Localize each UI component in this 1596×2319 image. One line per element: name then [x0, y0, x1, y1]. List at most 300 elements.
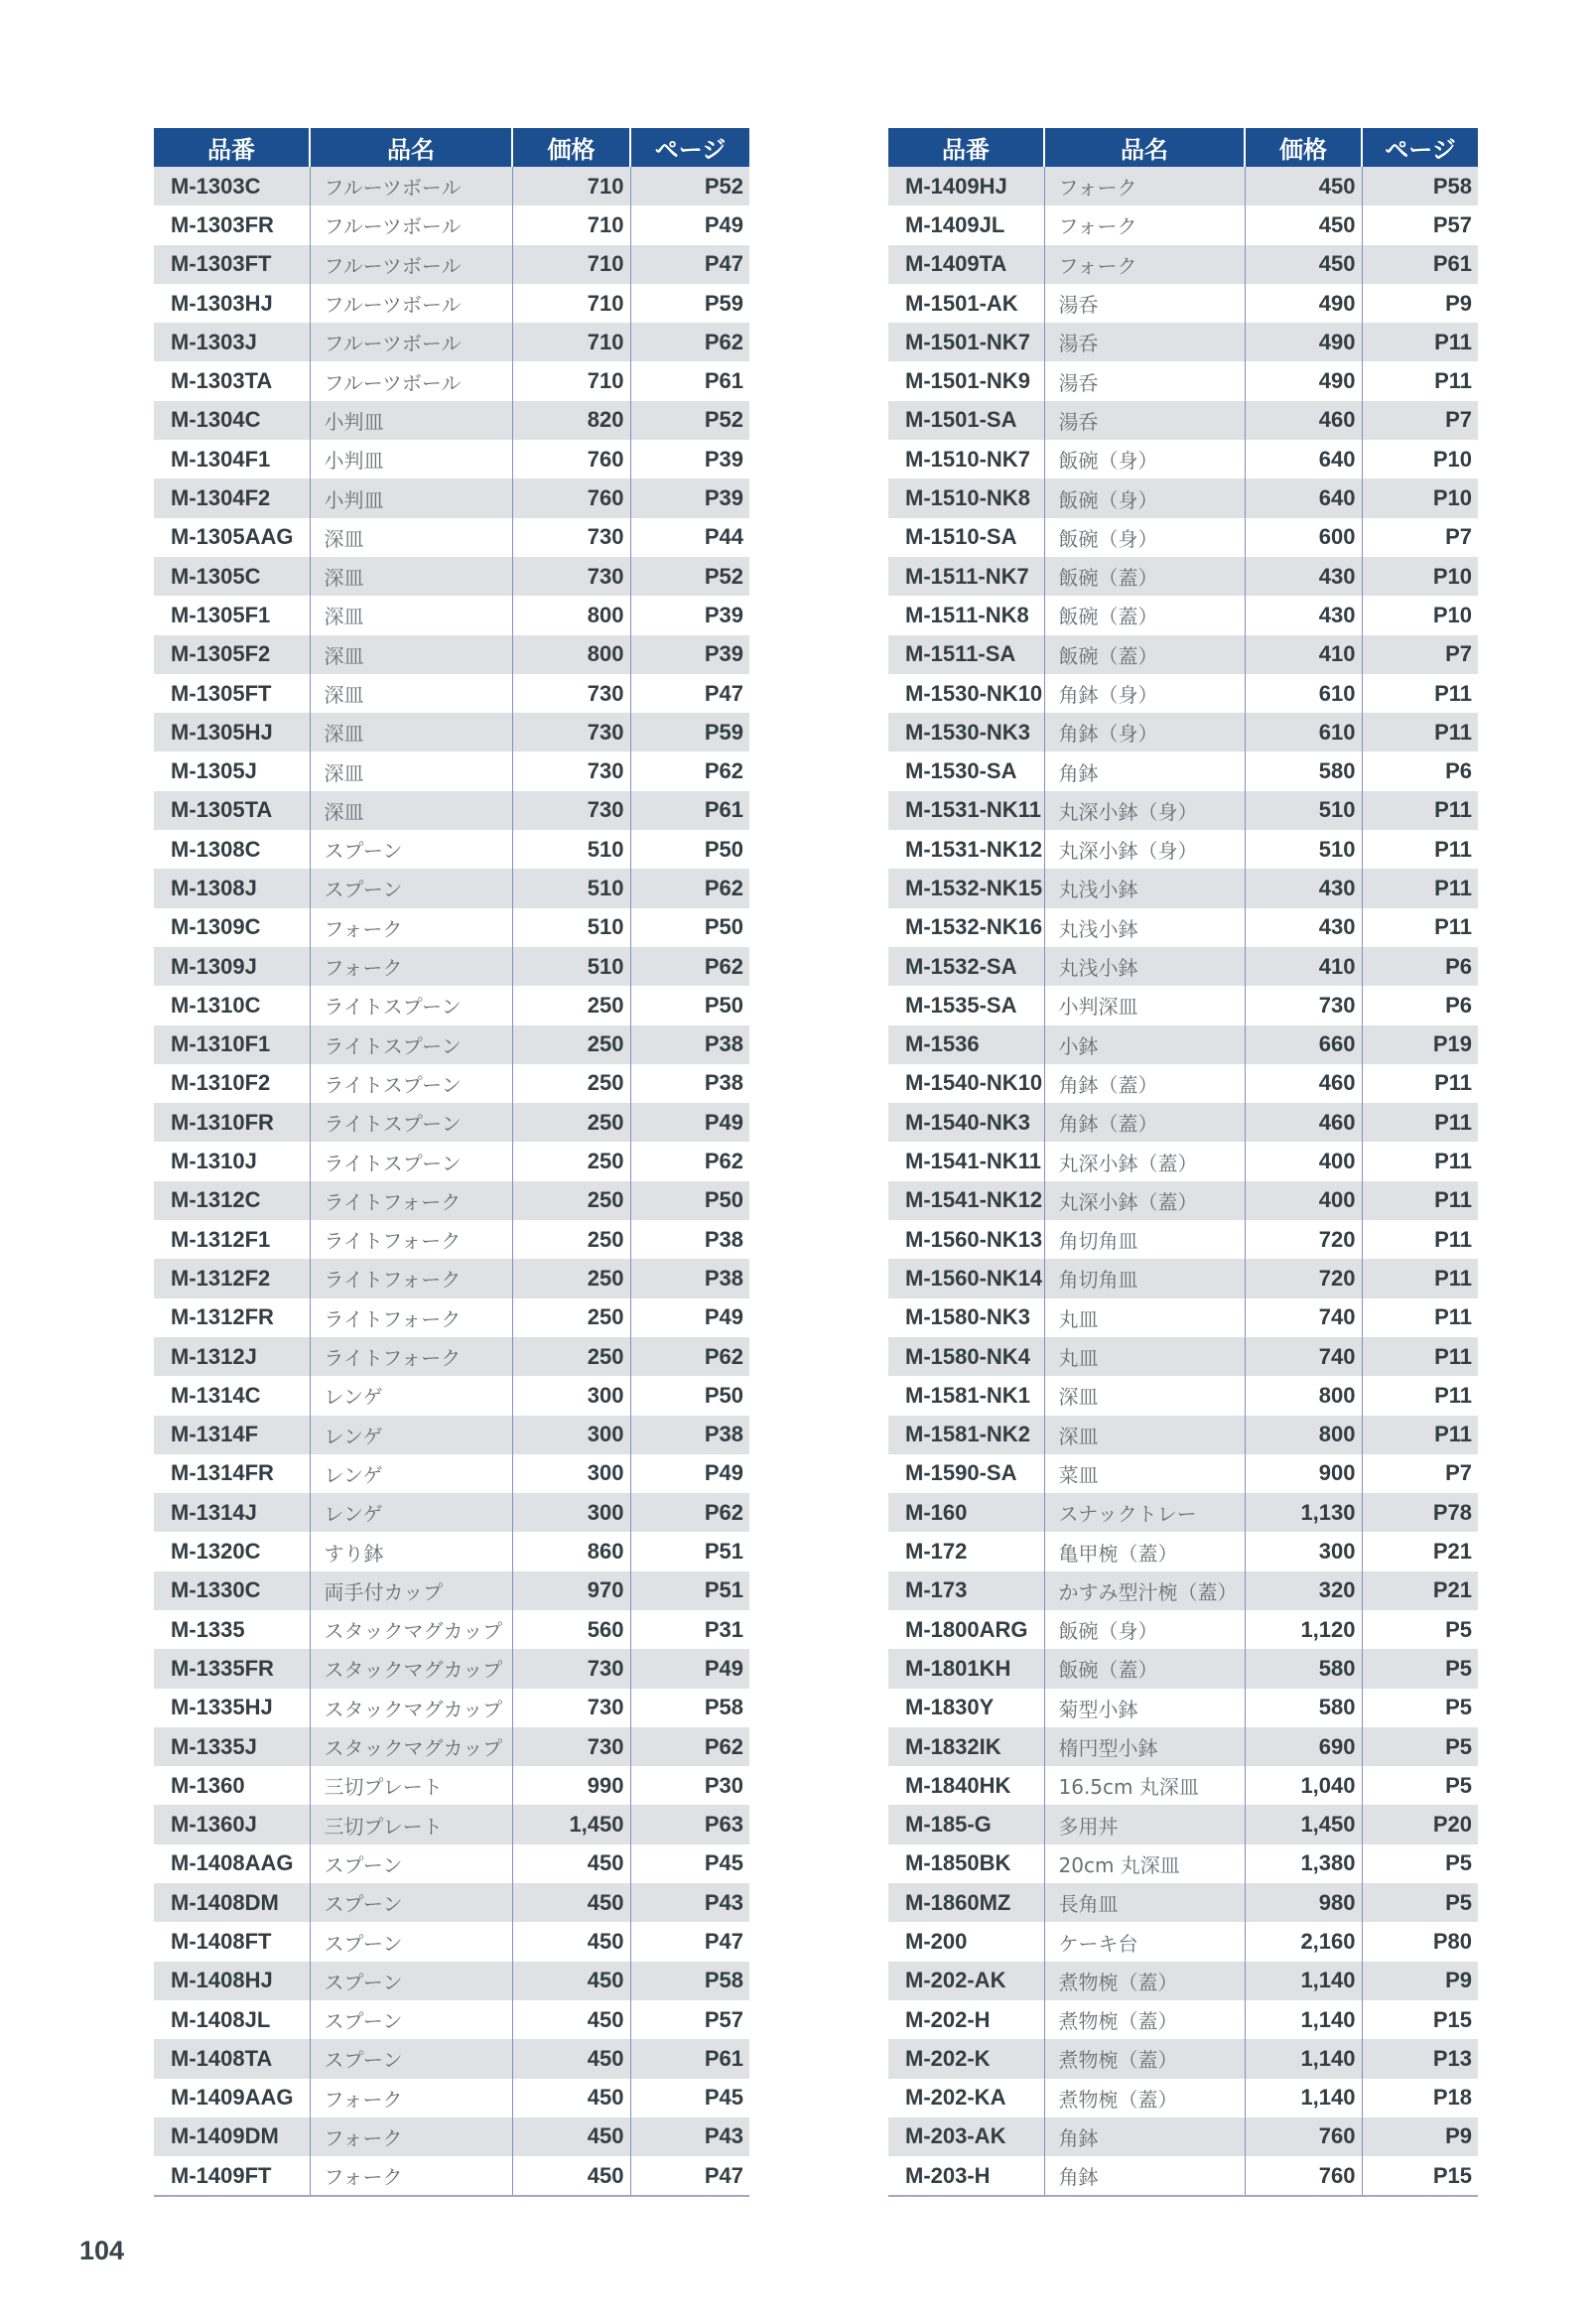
price-cell: 490 [1245, 361, 1362, 400]
page-ref-cell: P21 [1362, 1532, 1478, 1570]
product-name-cell: スプーン [310, 1883, 512, 1922]
product-code-cell: M-172 [905, 1539, 968, 1565]
page-ref-cell: P38 [630, 1220, 749, 1259]
price-cell: 450 [512, 1922, 630, 1961]
table-row [154, 2079, 749, 2117]
price-cell: 250 [512, 1298, 630, 1337]
page-ref-cell: P6 [1362, 751, 1478, 790]
table-row [154, 1571, 749, 1610]
price-cell: 600 [1245, 518, 1362, 557]
product-name-cell: 飯碗（蓋） [1044, 596, 1245, 634]
price-table-left [154, 128, 749, 2197]
price-cell: 250 [512, 1259, 630, 1297]
product-code-cell: M-1408TA [154, 2039, 310, 2078]
product-name-cell: ケーキ台 [1044, 1922, 1245, 1961]
table-row [888, 1025, 1478, 1064]
price-cell: 450 [512, 2079, 630, 2117]
table-header-row [154, 128, 749, 167]
table-row [888, 478, 1478, 517]
table-row [888, 1649, 1478, 1688]
page-ref-cell: P5 [1362, 1883, 1478, 1922]
product-name-cell: ライトスプーン [310, 986, 512, 1024]
product-code-cell: M-1310C [171, 992, 261, 1018]
price-cell: 720 [1245, 1220, 1362, 1259]
page-ref-cell: P63 [630, 1805, 749, 1843]
price-cell: 490 [1245, 323, 1362, 361]
product-code-cell: M-1335FR [154, 1649, 310, 1688]
price-cell: 730 [512, 1689, 630, 1727]
product-code-cell: M-1303TA [171, 368, 273, 394]
product-code-cell: M-1510-NK8 [888, 478, 1044, 517]
product-code-cell: M-1312FR [171, 1304, 274, 1330]
page-ref-cell: P19 [1362, 1025, 1478, 1064]
product-name-cell: 20cm 丸深皿 [1044, 1844, 1245, 1883]
product-code-cell: M-1305HJ [154, 713, 310, 751]
price-cell: 660 [1245, 1025, 1362, 1064]
product-code-cell: M-1409HJ [888, 167, 1044, 205]
product-name-cell: 角鉢 [1044, 751, 1245, 790]
product-code-cell: M-1501-NK9 [905, 368, 1030, 394]
product-code-cell: M-1532-SA [888, 947, 1044, 986]
price-cell: 730 [512, 713, 630, 751]
product-code-cell: M-1304C [154, 401, 310, 440]
product-code-cell: M-1531-NK12 [905, 836, 1043, 862]
page-ref-cell: P50 [630, 1181, 749, 1220]
table-row [888, 1766, 1478, 1805]
price-cell: 450 [1245, 205, 1362, 244]
table-row [888, 2039, 1478, 2078]
product-name-cell: スプーン [310, 2000, 512, 2039]
page-ref-cell: P9 [1362, 284, 1478, 323]
product-name-cell: スタックマグカップ [310, 1610, 512, 1649]
price-cell: 820 [512, 401, 630, 440]
product-code-cell: M-1530-NK3 [888, 713, 1044, 751]
header-price: 価格 [512, 128, 630, 167]
table-row [888, 908, 1478, 947]
price-cell: 410 [1245, 947, 1362, 986]
price-cell: 1,120 [1245, 1610, 1362, 1649]
product-name-cell: フォーク [1044, 205, 1245, 244]
product-name-cell: 煮物椀（蓋） [1044, 2000, 1245, 2039]
product-code-cell: M-1304F2 [154, 478, 310, 517]
table-row [154, 1064, 749, 1103]
product-name-cell: かすみ型汁椀（蓋） [1044, 1571, 1245, 1610]
table-row [888, 518, 1478, 557]
product-code-cell: M-1800ARG [905, 1616, 1028, 1642]
page-ref-cell: P9 [1362, 2117, 1478, 2156]
price-cell: 510 [1245, 791, 1362, 830]
price-cell: 300 [512, 1454, 630, 1493]
table-row [888, 1922, 1478, 1961]
table-row [154, 1532, 749, 1570]
price-cell: 800 [1245, 1376, 1362, 1415]
product-code-cell: M-1409TA [888, 245, 1044, 284]
price-cell: 720 [1245, 1259, 1362, 1297]
page-ref-cell: P47 [630, 245, 749, 284]
page-ref-cell: P52 [630, 401, 749, 440]
product-code-cell: M-1590-SA [905, 1460, 1017, 1486]
product-name-cell: スプーン [310, 2039, 512, 2078]
page-ref-cell: P52 [630, 557, 749, 596]
page-ref-cell: P59 [630, 713, 749, 751]
price-cell: 730 [512, 674, 630, 713]
price-cell: 1,450 [512, 1805, 630, 1843]
product-code-cell: M-1303HJ [171, 290, 273, 316]
product-code-cell: M-1540-NK3 [888, 1103, 1044, 1142]
product-code-cell: M-1305J [171, 758, 257, 784]
price-cell: 980 [1245, 1883, 1362, 1922]
price-cell: 560 [512, 1610, 630, 1649]
price-cell: 610 [1245, 713, 1362, 751]
table-row [888, 1571, 1478, 1610]
product-code-cell: M-1530-NK10 [905, 680, 1043, 706]
table-row [154, 713, 749, 751]
product-code-cell: M-1531-NK11 [888, 791, 1044, 830]
page-ref-cell: P49 [630, 1103, 749, 1142]
price-cell: 1,140 [1245, 1962, 1362, 2000]
product-code-cell: M-1335HJ [171, 1695, 273, 1720]
price-cell: 710 [512, 284, 630, 323]
price-cell: 510 [512, 947, 630, 986]
page-ref-cell: P11 [1362, 674, 1478, 713]
page-ref-cell: P13 [1362, 2039, 1478, 2078]
page-ref-cell: P39 [630, 440, 749, 478]
page-ref-cell: P80 [1362, 1922, 1478, 1961]
table-row [154, 1025, 749, 1064]
page-number: 104 [79, 2236, 125, 2265]
product-code-cell: M-1314C [171, 1382, 261, 1408]
page-ref-cell: P39 [630, 635, 749, 674]
table-row [154, 1922, 749, 1961]
price-cell: 1,450 [1245, 1805, 1362, 1843]
price-cell: 640 [1245, 440, 1362, 478]
page-ref-cell: P11 [1362, 1181, 1478, 1220]
table-row [154, 986, 749, 1024]
table-row [888, 1844, 1478, 1883]
page-ref-cell: P58 [1362, 167, 1478, 205]
price-cell: 320 [1245, 1571, 1362, 1610]
page-ref-cell: P5 [1362, 1649, 1478, 1688]
price-cell: 510 [512, 908, 630, 947]
product-code-cell: M-200 [905, 1929, 968, 1954]
page-ref-cell: P61 [630, 791, 749, 830]
table-row [888, 751, 1478, 790]
table-row [888, 791, 1478, 830]
product-name-cell: 三切プレート [310, 1766, 512, 1805]
price-cell: 800 [1245, 1416, 1362, 1454]
page-ref-cell: P49 [630, 205, 749, 244]
page-ref-cell: P15 [1362, 2000, 1478, 2039]
price-cell: 710 [512, 323, 630, 361]
page-ref-cell: P61 [1362, 245, 1478, 284]
product-name-cell: 角切角皿 [1044, 1259, 1245, 1297]
product-name-cell: 飯碗（身） [1044, 518, 1245, 557]
product-name-cell: フルーツボール [310, 167, 512, 205]
price-cell: 800 [512, 635, 630, 674]
table-row [154, 1844, 749, 1883]
product-code-cell: M-1305F1 [171, 602, 271, 627]
page-ref-cell: P11 [1362, 869, 1478, 907]
price-cell: 740 [1245, 1337, 1362, 1376]
product-code-cell: M-1408HJ [154, 1962, 310, 2000]
product-code-cell: M-1511-NK8 [905, 602, 1029, 627]
product-code-cell: M-1360J [154, 1805, 310, 1843]
price-cell: 250 [512, 1064, 630, 1103]
table-row [154, 1805, 749, 1843]
table-row [154, 1649, 749, 1688]
product-name-cell: 小判皿 [310, 478, 512, 517]
price-cell: 970 [512, 1571, 630, 1610]
product-code-cell: M-1580-NK3 [905, 1304, 1030, 1330]
product-code-cell: M-1304F1 [171, 446, 271, 472]
price-cell: 730 [512, 751, 630, 790]
product-name-cell: 菜皿 [1044, 1454, 1245, 1493]
product-code-cell: M-202-K [888, 2039, 1044, 2078]
table-row [888, 2000, 1478, 2039]
product-name-cell: スタックマグカップ [310, 1649, 512, 1688]
page-ref-cell: P5 [1362, 1766, 1478, 1805]
page-ref-cell: P58 [630, 1689, 749, 1727]
product-code-cell: M-1560-NK13 [905, 1226, 1043, 1252]
page-ref-cell: P7 [1362, 401, 1478, 440]
page-ref-cell: P49 [630, 1454, 749, 1493]
table-row [154, 751, 749, 790]
product-name-cell: 丸深小鉢（身） [1044, 791, 1245, 830]
price-cell: 450 [512, 2000, 630, 2039]
product-name-cell: スプーン [310, 1922, 512, 1961]
product-name-cell: 丸皿 [1044, 1337, 1245, 1376]
table-row [888, 1142, 1478, 1180]
price-cell: 990 [512, 1766, 630, 1805]
product-code-cell: M-1305C [154, 557, 310, 596]
product-name-cell: フルーツボール [310, 284, 512, 323]
product-name-cell: 深皿 [1044, 1376, 1245, 1415]
price-cell: 760 [1245, 2156, 1362, 2196]
product-name-cell: レンゲ [310, 1376, 512, 1415]
table-row [888, 323, 1478, 361]
table-row [888, 830, 1478, 869]
price-cell: 730 [512, 1727, 630, 1766]
table-row [888, 401, 1478, 440]
page-ref-cell: P11 [1362, 1337, 1478, 1376]
price-cell: 300 [512, 1376, 630, 1415]
product-name-cell: 両手付カップ [310, 1571, 512, 1610]
header-product-code: 品番 [888, 128, 1044, 167]
page-ref-cell: P38 [630, 1259, 749, 1297]
product-code-cell: M-1409FT [154, 2156, 310, 2196]
page-ref-cell: P49 [630, 1649, 749, 1688]
product-name-cell: 深皿 [310, 635, 512, 674]
page-ref-cell: P18 [1362, 2079, 1478, 2117]
price-cell: 450 [1245, 245, 1362, 284]
product-code-cell: M-173 [888, 1571, 1044, 1610]
page-ref-cell: P50 [630, 830, 749, 869]
product-name-cell: ライトスプーン [310, 1142, 512, 1180]
product-name-cell: 小判皿 [310, 401, 512, 440]
product-name-cell: フォーク [310, 947, 512, 986]
page-ref-cell: P5 [1362, 1610, 1478, 1649]
product-code-cell: M-1560-NK14 [888, 1259, 1044, 1297]
table-row [154, 1181, 749, 1220]
page-ref-cell: P11 [1362, 323, 1478, 361]
product-code-cell: M-1305F2 [154, 635, 310, 674]
product-code-cell: M-1408AAG [171, 1850, 294, 1876]
page-ref-cell: P11 [1362, 1416, 1478, 1454]
page-ref-cell: P51 [630, 1532, 749, 1570]
table-row [888, 674, 1478, 713]
product-code-cell: M-1314J [154, 1493, 310, 1532]
product-name-cell: 煮物椀（蓋） [1044, 2079, 1245, 2117]
product-code-cell: M-1308J [154, 869, 310, 907]
product-code-cell: M-1312F1 [171, 1226, 271, 1252]
product-code-cell: M-202-H [905, 2006, 991, 2032]
page-ref-cell: P62 [630, 869, 749, 907]
product-code-cell: M-1541-NK11 [905, 1149, 1041, 1174]
table-row [154, 2156, 749, 2196]
page-ref-cell: P57 [630, 2000, 749, 2039]
table-row [888, 635, 1478, 674]
product-name-cell: 丸深小鉢（身） [1044, 830, 1245, 869]
page-ref-cell: P61 [630, 361, 749, 400]
product-name-cell: 楕円型小鉢 [1044, 1727, 1245, 1766]
product-code-cell: M-1409DM [154, 2117, 310, 2156]
product-name-cell: 深皿 [310, 713, 512, 751]
product-code-cell: M-1409AAG [171, 2085, 294, 2111]
page-ref-cell: P39 [630, 596, 749, 634]
price-cell: 760 [512, 440, 630, 478]
product-code-cell: M-1310FR [154, 1103, 310, 1142]
product-code-cell: M-1801KH [888, 1649, 1044, 1688]
product-name-cell: すり鉢 [310, 1532, 512, 1570]
product-name-cell: 亀甲椀（蓋） [1044, 1532, 1245, 1570]
product-name-cell: 飯碗（身） [1044, 440, 1245, 478]
table-row [154, 1220, 749, 1259]
product-code-cell: M-1501-AK [905, 290, 1018, 316]
page-ref-cell: P10 [1362, 596, 1478, 634]
price-cell: 450 [512, 2156, 630, 2196]
product-name-cell: 菊型小鉢 [1044, 1689, 1245, 1727]
table-row [888, 2117, 1478, 2156]
page-ref-cell: P10 [1362, 440, 1478, 478]
product-code-cell: M-1581-NK2 [888, 1416, 1044, 1454]
page-ref-cell: P6 [1362, 986, 1478, 1024]
page-ref-cell: P15 [1362, 2156, 1478, 2196]
table-row [154, 361, 749, 400]
table-row [888, 713, 1478, 751]
product-name-cell: フルーツボール [310, 361, 512, 400]
table-row [888, 1376, 1478, 1415]
product-code-cell: M-1850BK [905, 1850, 1011, 1876]
product-code-cell: M-1312F2 [154, 1259, 310, 1297]
product-code-cell: M-1310F1 [154, 1025, 310, 1064]
product-code-cell: M-1536 [888, 1025, 1044, 1064]
table-row [154, 1766, 749, 1805]
price-cell: 450 [512, 2117, 630, 2156]
table-row [154, 2117, 749, 2156]
product-name-cell: フォーク [1044, 167, 1245, 205]
product-name-cell: 小判皿 [310, 440, 512, 478]
page-ref-cell: P11 [1362, 713, 1478, 751]
page-ref-cell: P50 [630, 908, 749, 947]
product-name-cell: フォーク [1044, 245, 1245, 284]
header-product-name: 品名 [310, 128, 512, 167]
product-name-cell: フォーク [310, 2156, 512, 2196]
page-ref-cell: P47 [630, 1922, 749, 1961]
product-name-cell: ライトスプーン [310, 1025, 512, 1064]
table-row [154, 1337, 749, 1376]
product-code-cell: M-1830Y [905, 1695, 995, 1720]
page-ref-cell: P11 [1362, 1064, 1478, 1103]
table-row [154, 1298, 749, 1337]
product-name-cell: レンゲ [310, 1416, 512, 1454]
table-row [888, 1298, 1478, 1337]
price-cell: 450 [1245, 167, 1362, 205]
price-cell: 900 [1245, 1454, 1362, 1493]
product-code-cell: M-1303FR [171, 211, 274, 237]
product-name-cell: レンゲ [310, 1454, 512, 1493]
table-row [154, 557, 749, 596]
price-cell: 1,380 [1245, 1844, 1362, 1883]
price-cell: 430 [1245, 908, 1362, 947]
page-ref-cell: P50 [630, 986, 749, 1024]
table-row [154, 323, 749, 361]
product-name-cell: 角鉢 [1044, 2156, 1245, 2196]
page-ref-cell: P9 [1362, 1962, 1478, 2000]
product-name-cell: 湯呑 [1044, 361, 1245, 400]
product-code-cell: M-1860MZ [888, 1883, 1044, 1922]
table-row [154, 205, 749, 244]
table-row [154, 1493, 749, 1532]
price-cell: 610 [1245, 674, 1362, 713]
page-ref-cell: P5 [1362, 1844, 1478, 1883]
table-row [154, 1727, 749, 1766]
price-cell: 450 [512, 1962, 630, 2000]
product-name-cell: フォーク [310, 908, 512, 947]
product-code-cell: M-1305TA [154, 791, 310, 830]
table-row [154, 1259, 749, 1297]
table-row [888, 440, 1478, 478]
table-row [154, 167, 749, 205]
price-cell: 460 [1245, 401, 1362, 440]
page-ref-cell: P59 [630, 284, 749, 323]
product-name-cell: フォーク [310, 2079, 512, 2117]
table-row [888, 284, 1478, 323]
table-row [154, 830, 749, 869]
table-row [888, 1454, 1478, 1493]
product-code-cell: M-1308C [171, 836, 261, 862]
table-row [888, 1493, 1478, 1532]
price-cell: 430 [1245, 869, 1362, 907]
table-row [888, 596, 1478, 634]
product-name-cell: 丸浅小鉢 [1044, 908, 1245, 947]
product-code-cell: M-1408FT [171, 1929, 272, 1954]
product-name-cell: 飯碗（蓋） [1044, 1649, 1245, 1688]
price-cell: 1,130 [1245, 1493, 1362, 1532]
table-row [888, 361, 1478, 400]
price-cell: 250 [512, 1181, 630, 1220]
product-name-cell: フルーツボール [310, 323, 512, 361]
page-ref-cell: P20 [1362, 1805, 1478, 1843]
product-name-cell: スプーン [310, 830, 512, 869]
product-code-cell: M-1840HK [905, 1772, 1011, 1798]
product-code-cell: M-1540-NK10 [905, 1070, 1043, 1096]
price-cell: 300 [512, 1416, 630, 1454]
product-code-cell: M-1580-NK4 [888, 1337, 1044, 1376]
table-row [888, 205, 1478, 244]
product-code-cell: M-1310J [171, 1149, 257, 1174]
page-ref-cell: P21 [1362, 1571, 1478, 1610]
table-row [888, 1064, 1478, 1103]
